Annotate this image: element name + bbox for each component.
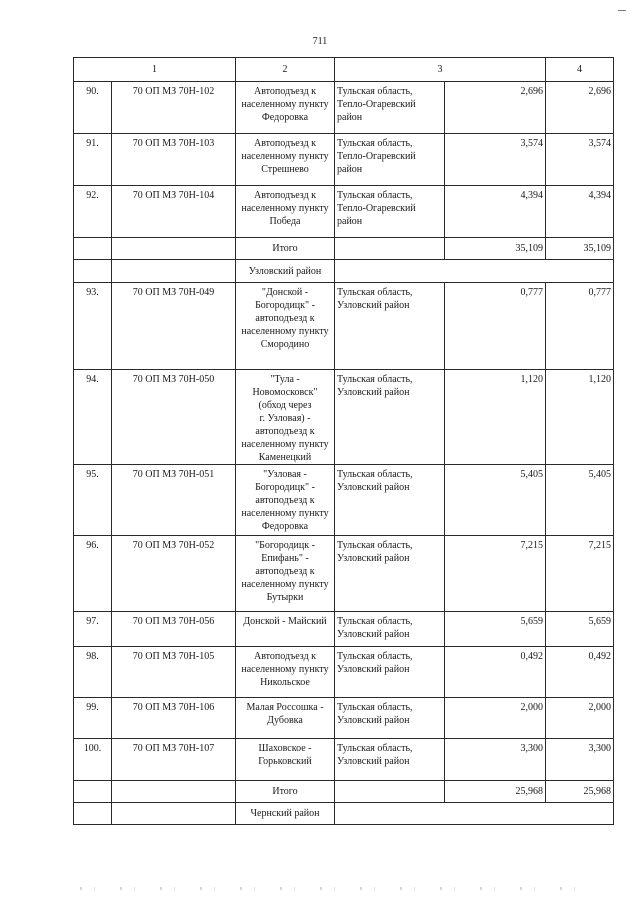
scan-artifact <box>618 10 626 11</box>
road-length-total: 0,777 <box>546 283 614 370</box>
road-region-line: Тепло-Огаревский <box>337 203 416 214</box>
table-row <box>74 283 614 370</box>
road-length-total: 1,120 <box>546 370 614 465</box>
road-name <box>236 186 335 238</box>
road-name-line: "Узловая - <box>263 469 307 480</box>
road-code: 70 ОП МЗ 70Н-105 <box>112 647 236 698</box>
road-name-line: населенному пункту <box>241 203 329 214</box>
empty-cell <box>335 803 614 825</box>
road-region-line: Тульская область, <box>337 138 413 149</box>
row-number: 92. <box>74 186 112 238</box>
road-region <box>335 612 445 647</box>
road-name-line: Епифань" - <box>261 553 309 564</box>
road-length: 3,300 <box>445 739 546 781</box>
road-length: 2,000 <box>445 698 546 739</box>
table-row <box>74 370 614 465</box>
road-region-line: Тульская область, <box>337 469 413 480</box>
total-row <box>74 781 614 803</box>
road-region-line: Узловский район <box>337 715 410 726</box>
road-name-line: "Донской - <box>261 287 309 298</box>
road-name-line: автоподъезд к <box>255 313 315 324</box>
road-length-total: 7,215 <box>546 536 614 612</box>
table-row <box>74 647 614 698</box>
road-region-line: Тульская область, <box>337 374 413 385</box>
road-name-line: Богородицк" - <box>255 300 315 311</box>
header-col-3: 3 <box>335 58 546 82</box>
road-region-line: Узловский район <box>337 300 410 311</box>
road-region <box>335 698 445 739</box>
road-code: 70 ОП МЗ 70Н-049 <box>112 283 236 370</box>
table-row <box>74 134 614 186</box>
road-region-line: Узловский район <box>337 629 410 640</box>
road-name-line: Федоровка <box>261 521 309 532</box>
road-name-line: населенному пункту <box>241 508 329 519</box>
road-name-line: населенному пункту <box>241 326 329 337</box>
road-code: 70 ОП МЗ 70Н-107 <box>112 739 236 781</box>
road-name-line: автоподъезд к <box>255 426 315 437</box>
section-label: Чернский район <box>236 803 335 825</box>
road-name-line: Никольское <box>260 677 310 688</box>
road-name <box>236 739 335 781</box>
road-name-line: "Богородицк - <box>255 540 315 551</box>
empty-cell <box>112 260 236 283</box>
road-region-line: Узловский район <box>337 387 410 398</box>
empty-cell <box>74 803 112 825</box>
total-length: 35,109 <box>445 238 546 260</box>
road-name-line: "Тула - <box>270 374 300 385</box>
road-name <box>236 612 335 647</box>
road-name-line: Бутырки <box>266 592 304 603</box>
page-number: 711 <box>312 36 328 47</box>
road-code: 70 ОП МЗ 70Н-050 <box>112 370 236 465</box>
row-number: 97. <box>74 612 112 647</box>
road-name-line: населенному пункту <box>241 664 329 675</box>
road-length: 3,574 <box>445 134 546 186</box>
road-code: 70 ОП МЗ 70Н-056 <box>112 612 236 647</box>
road-name <box>236 370 335 465</box>
road-name-line: Дубовка <box>267 715 303 726</box>
road-name-line: Стрешнево <box>261 164 309 175</box>
road-length: 1,120 <box>445 370 546 465</box>
row-number: 99. <box>74 698 112 739</box>
road-name <box>236 698 335 739</box>
road-name-line: Каменецкий <box>258 452 312 463</box>
road-name-line: Шаховское - <box>258 743 312 754</box>
roads-table <box>73 57 614 825</box>
road-region <box>335 370 445 465</box>
road-length-total: 5,405 <box>546 465 614 536</box>
header-col-4: 4 <box>546 58 614 82</box>
section-row <box>74 803 614 825</box>
road-length: 5,405 <box>445 465 546 536</box>
road-region <box>335 186 445 238</box>
road-name <box>236 465 335 536</box>
road-region-line: Тульская область, <box>337 702 413 713</box>
road-name-line: Федоровка <box>261 112 309 123</box>
road-region-line: Тульская область, <box>337 651 413 662</box>
road-region-line: Тульская область, <box>337 616 413 627</box>
row-number: 91. <box>74 134 112 186</box>
road-region-line: Узловский район <box>337 553 410 564</box>
road-region-line: Узловский район <box>337 482 410 493</box>
road-region <box>335 82 445 134</box>
table-row <box>74 739 614 781</box>
road-name-line: автоподъезд к <box>255 566 315 577</box>
road-region <box>335 536 445 612</box>
row-number: 98. <box>74 647 112 698</box>
road-length-total: 2,696 <box>546 82 614 134</box>
road-name-line: Автоподъезд к <box>253 138 317 149</box>
road-name <box>236 647 335 698</box>
total-length: 25,968 <box>445 781 546 803</box>
road-name-line: Победа <box>269 216 301 227</box>
table-row <box>74 186 614 238</box>
road-name-line: г. Узловая) - <box>259 413 311 424</box>
road-region-line: Тепло-Огаревский <box>337 99 416 110</box>
table-row <box>74 536 614 612</box>
road-region-line: Тульская область, <box>337 287 413 298</box>
total-length-2: 25,968 <box>546 781 614 803</box>
road-name-line: Богородицк" - <box>255 482 315 493</box>
road-region <box>335 465 445 536</box>
road-name <box>236 283 335 370</box>
empty-cell <box>335 781 445 803</box>
road-length: 7,215 <box>445 536 546 612</box>
total-label: Итого <box>236 781 335 803</box>
road-length: 4,394 <box>445 186 546 238</box>
section-label: Узловский район <box>236 260 335 283</box>
section-row <box>74 260 614 283</box>
road-length: 0,777 <box>445 283 546 370</box>
row-number: 95. <box>74 465 112 536</box>
road-name <box>236 134 335 186</box>
row-number: 96. <box>74 536 112 612</box>
road-region-line: Тепло-Огаревский <box>337 151 416 162</box>
road-region-line: район <box>337 164 363 175</box>
road-code: 70 ОП МЗ 70Н-052 <box>112 536 236 612</box>
road-code: 70 ОП МЗ 70Н-102 <box>112 82 236 134</box>
road-name <box>236 536 335 612</box>
empty-cell <box>74 781 112 803</box>
road-region <box>335 739 445 781</box>
road-region-line: Узловский район <box>337 756 410 767</box>
road-name-line: населенному пункту <box>241 151 329 162</box>
total-row <box>74 238 614 260</box>
road-region <box>335 134 445 186</box>
road-name-line: Новомосковск" <box>252 387 318 398</box>
road-length: 5,659 <box>445 612 546 647</box>
road-region <box>335 283 445 370</box>
empty-cell <box>74 238 112 260</box>
road-region-line: Тульская область, <box>337 190 413 201</box>
road-length-total: 3,300 <box>546 739 614 781</box>
road-length: 0,492 <box>445 647 546 698</box>
table-row <box>74 465 614 536</box>
road-name-line: Автоподъезд к <box>253 190 317 201</box>
empty-cell <box>335 238 445 260</box>
row-number: 94. <box>74 370 112 465</box>
total-label: Итого <box>236 238 335 260</box>
road-name-line: населенному пункту <box>241 99 329 110</box>
road-name-line: (обход через <box>258 400 312 411</box>
road-name-line: Донской - Майский <box>243 616 327 627</box>
road-name-line: Автоподъезд к <box>253 86 317 97</box>
empty-cell <box>112 803 236 825</box>
table-row <box>74 612 614 647</box>
road-name-line: Горьковский <box>258 756 312 767</box>
header-col-1: 1 <box>74 58 236 82</box>
road-region-line: район <box>337 112 363 123</box>
road-length-total: 2,000 <box>546 698 614 739</box>
road-name-line: Автоподъезд к <box>253 651 317 662</box>
road-name-line: Смородино <box>260 339 310 350</box>
table-row <box>74 698 614 739</box>
road-code: 70 ОП МЗ 70Н-051 <box>112 465 236 536</box>
row-number: 100. <box>74 739 112 781</box>
road-length: 2,696 <box>445 82 546 134</box>
road-name-line: населенному пункту <box>241 439 329 450</box>
empty-cell <box>74 260 112 283</box>
table-row <box>74 82 614 134</box>
road-region-line: Тульская область, <box>337 540 413 551</box>
empty-cell <box>335 260 614 283</box>
row-number: 93. <box>74 283 112 370</box>
road-region <box>335 647 445 698</box>
road-name-line: автоподъезд к <box>255 495 315 506</box>
road-code: 70 ОП МЗ 70Н-103 <box>112 134 236 186</box>
road-code: 70 ОП МЗ 70Н-106 <box>112 698 236 739</box>
road-length-total: 5,659 <box>546 612 614 647</box>
road-name-line: Малая Россошка - <box>246 702 324 713</box>
road-length-total: 3,574 <box>546 134 614 186</box>
scan-artifact-bottom <box>80 887 580 890</box>
empty-cell <box>112 238 236 260</box>
road-region-line: район <box>337 216 363 227</box>
road-region-line: Тульская область, <box>337 743 413 754</box>
row-number: 90. <box>74 82 112 134</box>
road-region-line: Узловский район <box>337 664 410 675</box>
table-header-row <box>74 58 614 82</box>
road-length-total: 4,394 <box>546 186 614 238</box>
total-length-2: 35,109 <box>546 238 614 260</box>
road-length-total: 0,492 <box>546 647 614 698</box>
road-name <box>236 82 335 134</box>
header-col-2: 2 <box>236 58 335 82</box>
road-name-line: населенному пункту <box>241 579 329 590</box>
road-code: 70 ОП МЗ 70Н-104 <box>112 186 236 238</box>
road-region-line: Тульская область, <box>337 86 413 97</box>
empty-cell <box>112 781 236 803</box>
